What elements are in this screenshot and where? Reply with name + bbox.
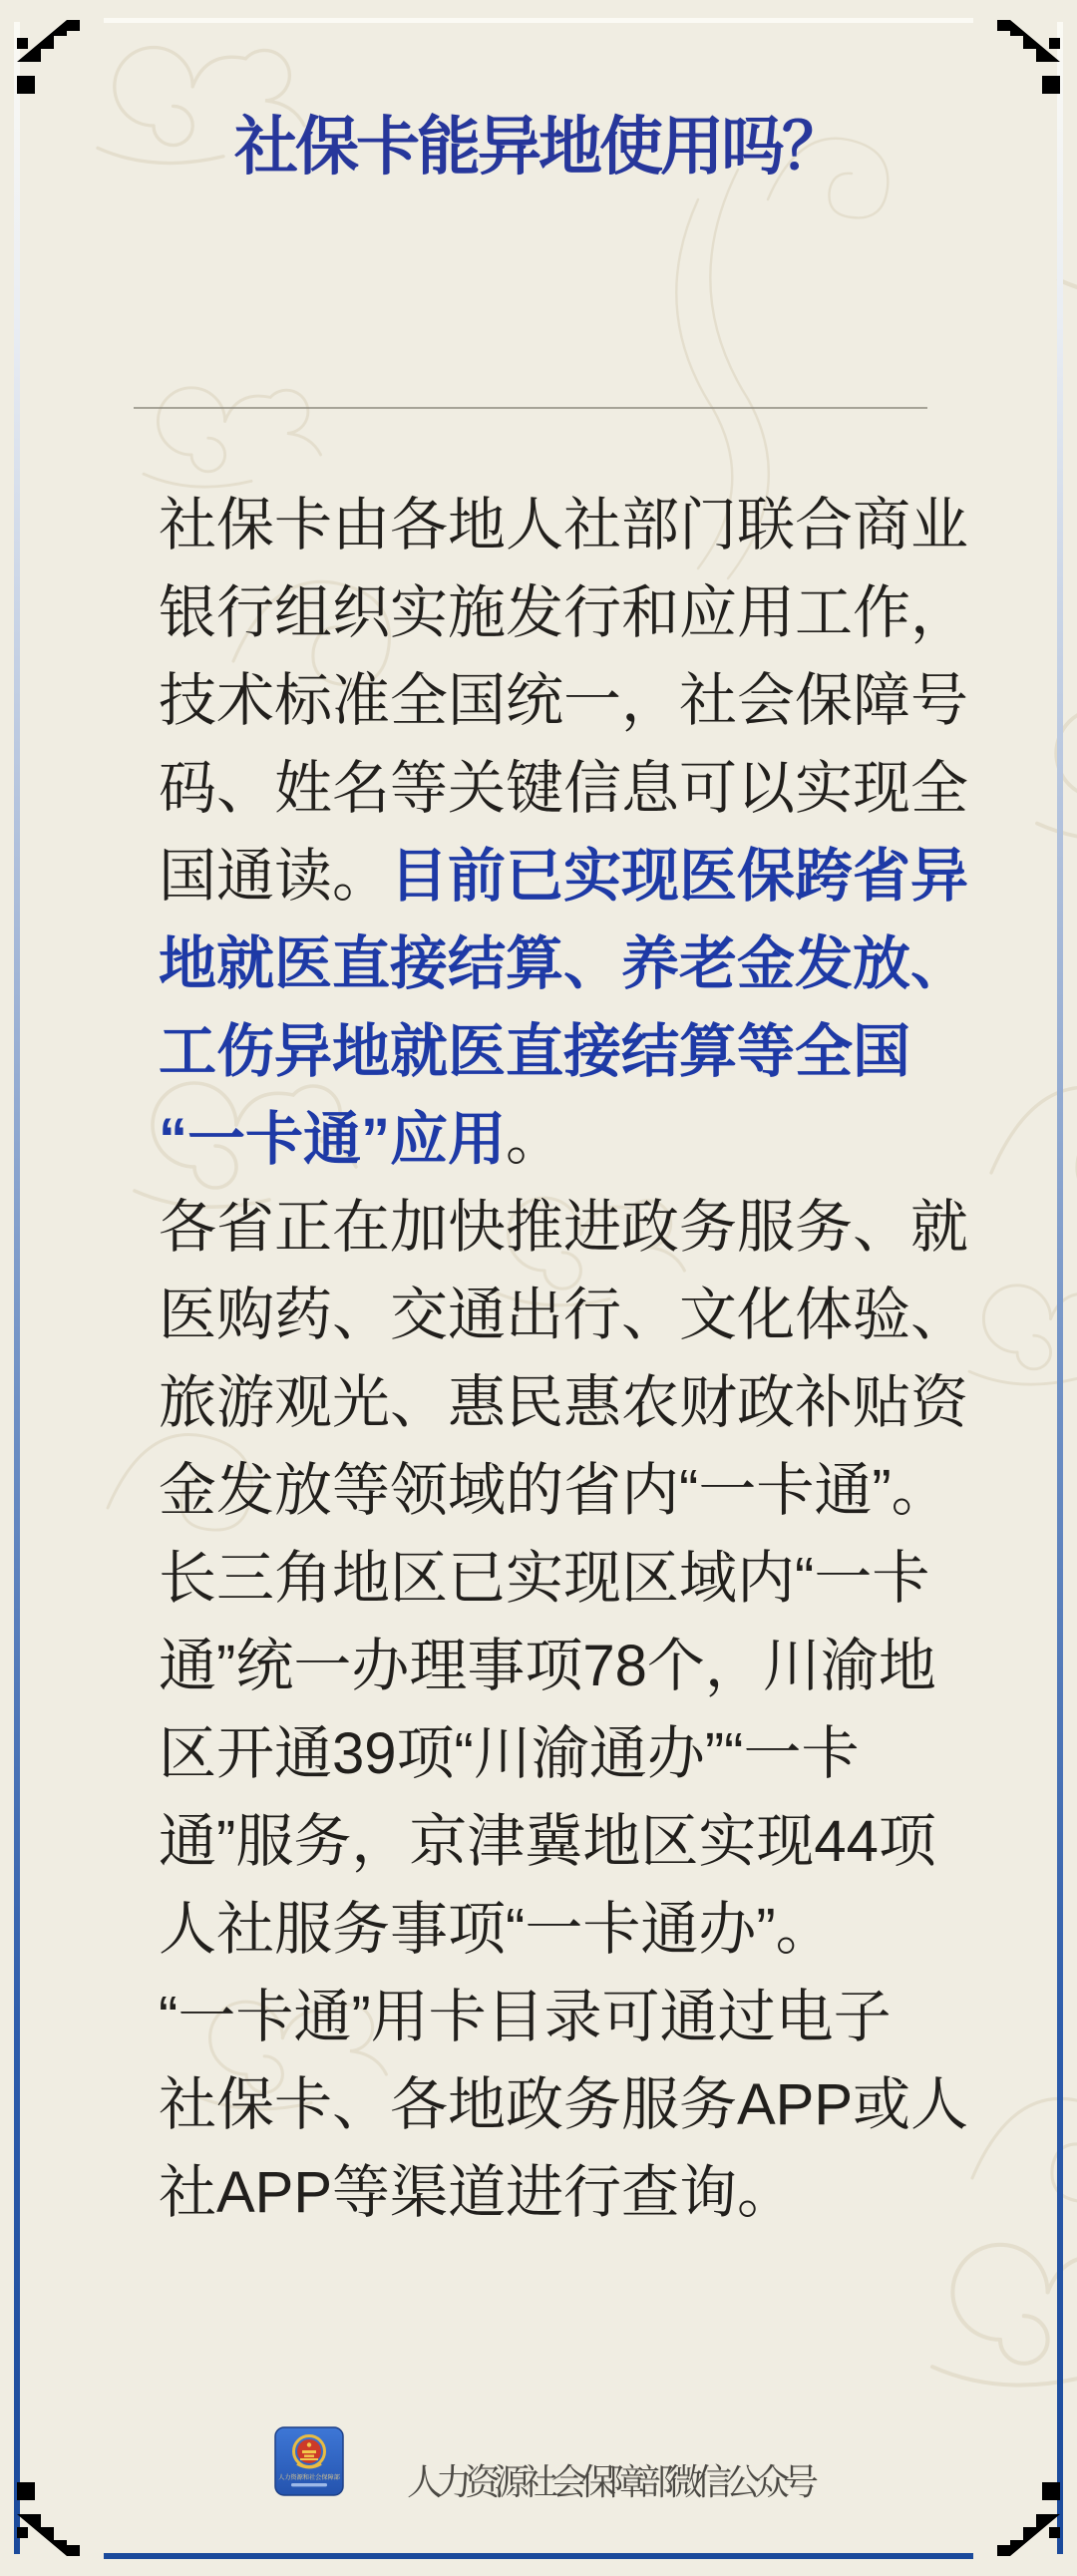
body-text-segment: 通”统一办理事项78个，川渝地 bbox=[159, 1634, 936, 1698]
body-text-segment: 社保卡由各地人社部门联合商业 bbox=[159, 493, 969, 557]
body-text-segment: 各省正在加快推进政务服务、就 bbox=[159, 1195, 969, 1260]
logo-caption-underline bbox=[291, 2483, 327, 2486]
body-line bbox=[159, 1535, 946, 1623]
mohrss-logo bbox=[274, 2426, 344, 2496]
frame-line-bottom bbox=[104, 2553, 973, 2559]
body-line bbox=[159, 482, 969, 569]
body-line bbox=[159, 745, 969, 833]
body-line bbox=[159, 920, 969, 1008]
footer bbox=[0, 2426, 1077, 2506]
body-text-segment: 区开通39项“川渝通办”“一卡 bbox=[159, 1721, 860, 1786]
body-text-segment: 人社服务事项“一卡通办”。 bbox=[159, 1897, 834, 1962]
body-line bbox=[159, 2149, 946, 2237]
body-text-segment: 社APP等渠道进行查询。 bbox=[159, 2160, 796, 2225]
body-line bbox=[159, 1008, 946, 1096]
body-text-highlight: “一卡通”应用 bbox=[159, 1107, 507, 1172]
body-text bbox=[159, 482, 969, 2237]
divider-line bbox=[134, 407, 927, 409]
body-line bbox=[159, 569, 969, 657]
corner-ornament-top-left bbox=[0, 0, 110, 110]
frame-line-left bbox=[14, 22, 20, 2554]
body-line bbox=[159, 1184, 969, 1272]
body-line bbox=[159, 1096, 946, 1184]
body-line bbox=[159, 833, 969, 920]
corner-ornament-top-right bbox=[967, 0, 1077, 110]
body-line bbox=[159, 1623, 946, 1710]
body-text-segment: 医购药、交通出行、文化体验、 bbox=[159, 1283, 969, 1347]
frame-line-top bbox=[104, 18, 973, 23]
logo-caption: 人力资源和社会保障部 bbox=[278, 2474, 340, 2481]
body-text-segment: 码、姓名等关键信息可以实现全 bbox=[159, 756, 969, 821]
body-text-segment: 通”服务，京津冀地区实现44项 bbox=[159, 1809, 936, 1874]
body-line bbox=[159, 1710, 946, 1798]
body-line bbox=[159, 1447, 949, 1535]
body-text-segment: 。 bbox=[506, 1107, 564, 1172]
body-text-highlight: 地就医直接结算、养老金发放、 bbox=[159, 931, 969, 996]
body-line bbox=[159, 2061, 969, 2149]
body-line bbox=[159, 657, 969, 745]
footer-caption: 人力资源社会保障部微信公众号 bbox=[407, 2461, 813, 2502]
national-emblem-icon bbox=[294, 2436, 325, 2468]
body-line bbox=[159, 1272, 969, 1359]
body-text-segment: 技术标准全国统一，社会保障号 bbox=[159, 668, 969, 733]
body-line bbox=[159, 1359, 969, 1447]
body-line bbox=[159, 1798, 946, 1886]
body-text-segment: 金发放等领域的省内“一卡通”。 bbox=[159, 1458, 949, 1523]
page-title: 社保卡能异地使用吗？ bbox=[234, 112, 843, 183]
body-text-segment: “一卡通”用卡目录可通过电子 bbox=[159, 1985, 892, 2049]
body-line bbox=[159, 1974, 946, 2061]
body-text-segment: 银行组织实施发行和应用工作， bbox=[159, 580, 969, 645]
frame-line-right bbox=[1057, 22, 1063, 2554]
body-text-highlight: 目前已实现医保跨省异 bbox=[390, 844, 969, 909]
body-line bbox=[159, 1886, 946, 1974]
body-text-segment: 社保卡、各地政务服务APP或人 bbox=[159, 2072, 969, 2137]
body-text-segment: 长三角地区已实现区域内“一卡 bbox=[159, 1546, 930, 1611]
body-text-segment: 国通读。 bbox=[159, 844, 391, 909]
body-text-highlight: 工伤异地就医直接结算等全国 bbox=[159, 1019, 911, 1084]
body-text-segment: 旅游观光、惠民惠农财政补贴资 bbox=[159, 1370, 969, 1435]
